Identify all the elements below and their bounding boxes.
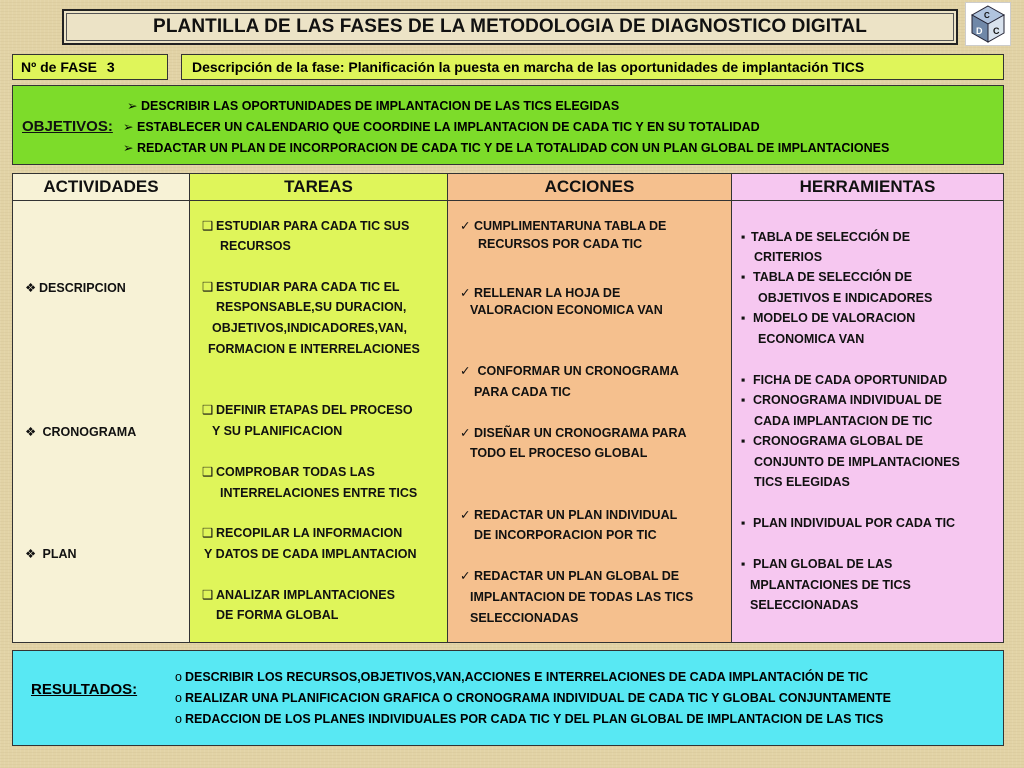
tool-item: ▪ PLAN GLOBAL DE LAS	[741, 555, 892, 574]
square-bullet-icon: ▪	[741, 557, 746, 571]
action-item: ✓ CONFORMAR UN CRONOGRAMA	[460, 362, 679, 381]
result-item: o DESCRIBIR LOS RECURSOS,OBJETIVOS,VAN,ACCIONES E INTERRELACIONES DE CADA IMPLANTACIÓN DE TIC	[175, 670, 869, 684]
checkbox-bullet-icon: ❑	[202, 465, 214, 479]
tool-item: ▪ FICHA DE CADA OPORTUNIDAD	[741, 371, 947, 390]
activity-item: ❖ DESCRIPCION	[25, 279, 126, 298]
task-item-line: Y SU PLANIFICACION	[212, 424, 343, 438]
phase-table	[12, 173, 1004, 643]
svg-text:D: D	[976, 26, 983, 36]
column-tareas	[190, 174, 448, 642]
circle-bullet-icon: o	[175, 691, 182, 705]
check-bullet-icon: ✓	[460, 364, 471, 378]
checkbox-bullet-icon: ❑	[202, 526, 214, 540]
action-item: ✓ DISEÑAR UN CRONOGRAMA PARA	[460, 424, 687, 443]
check-bullet-icon: ✓	[460, 219, 471, 233]
result-item: o REDACCION DE LOS PLANES INDIVIDUALES POR CADA TIC Y DEL PLAN GLOBAL DE IMPLANTACION DE LAS TICS	[175, 712, 884, 726]
check-bullet-icon: ✓	[460, 426, 471, 440]
checkbox-bullet-icon: ❑	[202, 588, 214, 602]
task-item-line: INTERRELACIONES ENTRE TICS	[220, 486, 418, 500]
tool-item-line: CADA IMPLANTACION DE TIC	[754, 414, 933, 428]
svg-text:C: C	[993, 26, 1000, 36]
tool-item-line: TICS ELEGIDAS	[754, 475, 850, 489]
action-item-line: SELECCIONADAS	[470, 611, 579, 625]
phase-number-box	[12, 54, 168, 80]
task-item-line: FORMACION E INTERRELACIONES	[208, 342, 420, 356]
results-section	[12, 650, 1004, 746]
diamond-bullet-icon: ❖	[25, 281, 37, 295]
task-item-line: RECURSOS	[220, 239, 291, 253]
column-herramientas	[732, 174, 1003, 642]
activity-item: ❖ CRONOGRAMA	[25, 423, 136, 442]
cdc-logo-icon	[965, 2, 1011, 46]
phase-label: Nº de FASE	[21, 59, 97, 75]
task-item: ❑ ESTUDIAR PARA CADA TIC SUS	[202, 217, 409, 236]
column-acciones	[448, 174, 732, 642]
task-item: ❑ COMPROBAR TODAS LAS	[202, 463, 375, 482]
column-actividades	[13, 174, 190, 642]
circle-bullet-icon: o	[175, 712, 182, 726]
check-bullet-icon: ✓	[460, 508, 471, 522]
task-item: ❑ ANALIZAR IMPLANTACIONES	[202, 586, 395, 605]
check-bullet-icon: ✓	[460, 286, 471, 300]
action-item-line: PARA CADA TIC	[474, 385, 571, 399]
header-tareas: TAREAS	[190, 174, 447, 201]
svg-text:C: C	[984, 11, 990, 20]
action-item-line: VALORACION ECONOMICA VAN	[470, 303, 663, 317]
checkbox-bullet-icon: ❑	[202, 280, 214, 294]
activity-item: ❖ PLAN	[25, 545, 77, 564]
action-item-line: TODO EL PROCESO GLOBAL	[470, 446, 648, 460]
task-item-line: DE FORMA GLOBAL	[216, 608, 339, 622]
task-item-line: OBJETIVOS,INDICADORES,VAN,	[212, 321, 407, 335]
tool-item: ▪ TABLA DE SELECCIÓN DE	[741, 268, 912, 287]
checkbox-bullet-icon: ❑	[202, 403, 214, 417]
tool-item: ▪ PLAN INDIVIDUAL POR CADA TIC	[741, 514, 955, 533]
objectives-label: OBJETIVOS:	[22, 118, 113, 135]
square-bullet-icon: ▪	[741, 373, 746, 387]
tool-item: ▪ TABLA DE SELECCIÓN DE	[741, 228, 910, 247]
tool-item: ▪ CRONOGRAMA GLOBAL DE	[741, 432, 923, 451]
result-item: o REALIZAR UNA PLANIFICACION GRAFICA O CRONOGRAMA INDIVIDUAL DE CADA TIC Y GLOBAL CONJUNTAMENTE	[175, 691, 891, 705]
task-item-line: RESPONSABLE,SU DURACION,	[216, 300, 407, 314]
square-bullet-icon: ▪	[741, 230, 746, 244]
tool-item-line: CRITERIOS	[754, 250, 823, 264]
action-item-line: DE INCORPORACION POR TIC	[474, 528, 657, 542]
action-item: ✓ RELLENAR LA HOJA DE	[460, 284, 620, 303]
task-item: ❑ ESTUDIAR PARA CADA TIC EL	[202, 278, 400, 297]
phase-number: 3	[106, 59, 115, 75]
check-bullet-icon: ✓	[460, 569, 471, 583]
arrow-bullet-icon: ➢	[127, 99, 138, 113]
objective-item: ➢ ESTABLECER UN CALENDARIO QUE COORDINE LA IMPLANTACION DE CADA TIC Y EN SU TOTALIDAD	[123, 120, 760, 134]
header-herramientas: HERRAMIENTAS	[732, 174, 1003, 201]
tool-item: ▪ CRONOGRAMA INDIVIDUAL DE	[741, 391, 942, 410]
objective-item: ➢ REDACTAR UN PLAN DE INCORPORACION DE CADA TIC Y DE LA TOTALIDAD CON UN PLAN GLOBAL DE IMPLANTACIONES	[123, 141, 890, 155]
square-bullet-icon: ▪	[741, 270, 746, 284]
action-item: ✓ CUMPLIMENTARUNA TABLA DE	[460, 217, 666, 236]
action-item: ✓ REDACTAR UN PLAN GLOBAL DE	[460, 567, 679, 586]
tool-item-line: CONJUNTO DE IMPLANTACIONES	[754, 455, 960, 469]
action-item-line: RECURSOS POR CADA TIC	[478, 237, 643, 251]
action-item: ✓ REDACTAR UN PLAN INDIVIDUAL	[460, 506, 677, 525]
header-acciones: ACCIONES	[448, 174, 731, 201]
objectives-section	[12, 85, 1004, 165]
action-item-line: IMPLANTACION DE TODAS LAS TICS	[470, 590, 694, 604]
task-item: ❑ DEFINIR ETAPAS DEL PROCESO	[202, 401, 413, 420]
arrow-bullet-icon: ➢	[123, 120, 134, 134]
task-item: ❑ RECOPILAR LA INFORMACION	[202, 524, 402, 543]
objective-item: ➢ DESCRIBIR LAS OPORTUNIDADES DE IMPLANTACION DE LAS TICS ELEGIDAS	[127, 99, 620, 113]
square-bullet-icon: ▪	[741, 311, 746, 325]
square-bullet-icon: ▪	[741, 516, 746, 530]
circle-bullet-icon: o	[175, 670, 182, 684]
checkbox-bullet-icon: ❑	[202, 219, 214, 233]
tool-item-line: SELECCIONADAS	[750, 598, 859, 612]
square-bullet-icon: ▪	[741, 434, 746, 448]
square-bullet-icon: ▪	[741, 393, 746, 407]
diamond-bullet-icon: ❖	[25, 547, 37, 561]
task-item-line: Y DATOS DE CADA IMPLANTACION	[204, 547, 417, 561]
results-label: RESULTADOS:	[31, 681, 138, 698]
phase-description: Descripción de la fase: Planificación la puesta en marcha de las oportunidades de implantación TICS	[181, 54, 1004, 80]
tool-item-line: OBJETIVOS E INDICADORES	[758, 291, 933, 305]
header-actividades: ACTIVIDADES	[13, 174, 189, 201]
diamond-bullet-icon: ❖	[25, 425, 37, 439]
tool-item-line: ECONOMICA VAN	[758, 332, 865, 346]
tool-item-line: MPLANTACIONES DE TICS	[750, 578, 911, 592]
tool-item: ▪ MODELO DE VALORACION	[741, 309, 915, 328]
arrow-bullet-icon: ➢	[123, 141, 134, 155]
page-title: PLANTILLA DE LAS FASES DE LA METODOLOGIA DE DIAGNOSTICO DIGITAL	[62, 9, 958, 45]
